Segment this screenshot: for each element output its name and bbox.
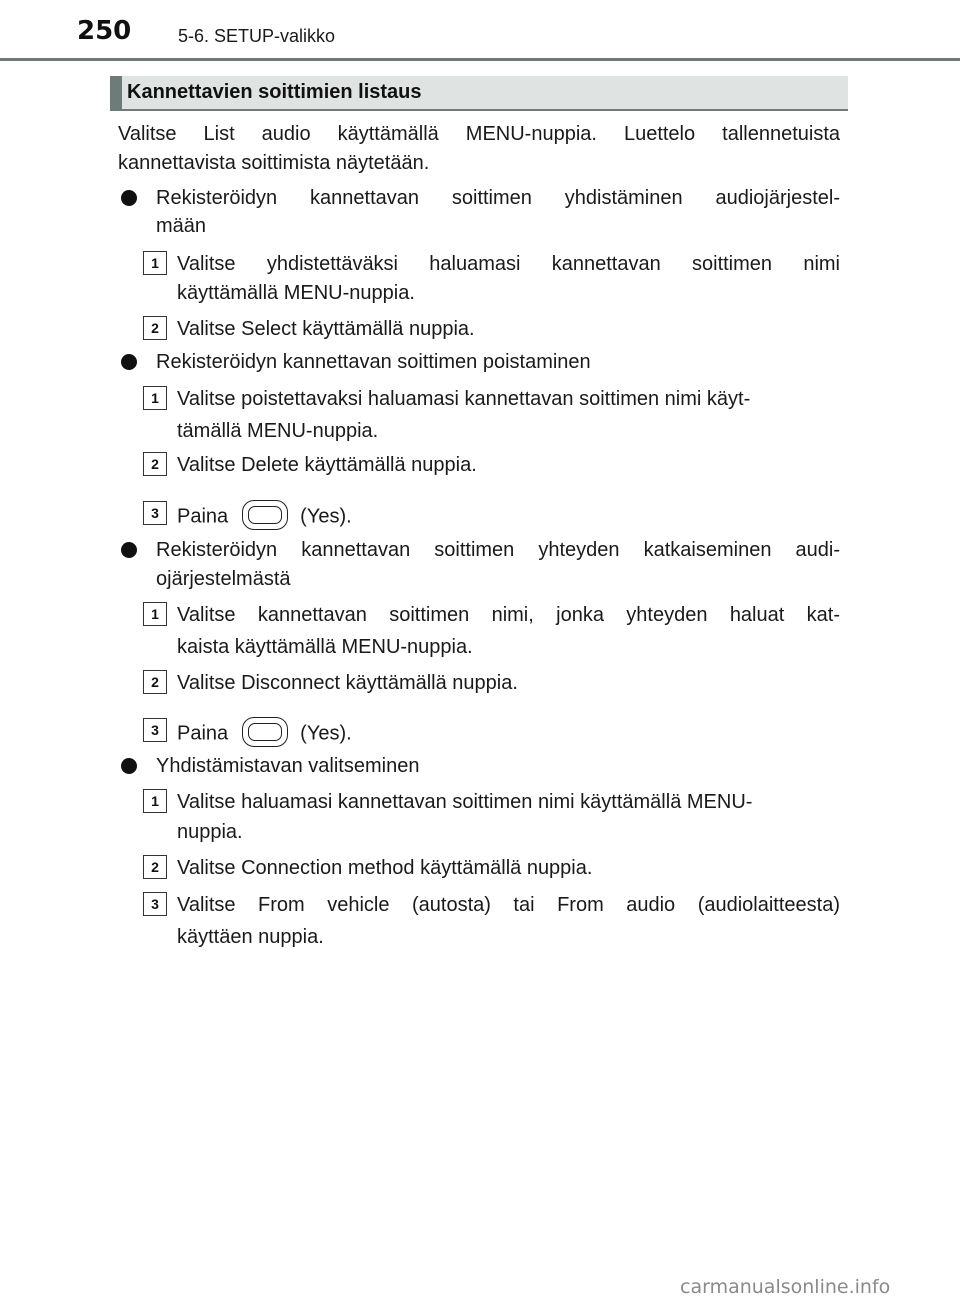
bullet-icon: [121, 354, 137, 370]
header-divider: [0, 58, 960, 61]
intro-line-1: Valitse List audio käyttämällä MENU-nuppia. Luettelo tallennetuista: [118, 123, 840, 145]
step-number-1: 1: [143, 386, 167, 410]
bullet-2-step-1-line-2: tämällä MENU-nuppia.: [177, 420, 379, 442]
bullet-4-step-3-line-2: käyttäen nuppia.: [177, 926, 324, 948]
bullet-1-title-line-1: Rekisteröidyn kannettavan soittimen yhdistäminen audiojärjestel-: [156, 187, 840, 209]
bullet-4-title-line-1: Yhdistämistavan valitseminen: [156, 755, 420, 777]
step-number-3: 3: [143, 892, 167, 916]
chapter-title: 5-6. SETUP-valikko: [178, 26, 336, 46]
bullet-4-step-1-line-1: Valitse haluamasi kannettavan soittimen nimi käyttämällä MENU-: [177, 791, 753, 813]
step-number-1: 1: [143, 602, 167, 626]
bullet-3-step-3-line: [177, 719, 352, 749]
bullet-4-step-2-line-1: Valitse Connection method käyttämällä nuppia.: [177, 857, 593, 879]
section-title: Kannettavien soittimien listaus: [127, 81, 422, 103]
step-number-2: 2: [143, 855, 167, 879]
bullet-2-step-2-line-1: Valitse Delete käyttämällä nuppia.: [177, 454, 477, 476]
section-heading: [110, 76, 848, 111]
step-suffix: (Yes).: [300, 505, 352, 528]
bullet-2-step-3-line: [177, 502, 352, 532]
step-number-2: 2: [143, 670, 167, 694]
bullet-1-title-line-2: mään: [156, 215, 207, 237]
bullet-2-title-line-1: Rekisteröidyn kannettavan soittimen poistaminen: [156, 351, 591, 373]
step-number-2: 2: [143, 316, 167, 340]
step-prefix: Paina: [177, 722, 229, 745]
bullet-1-step-2-line-1: Valitse Select käyttämällä nuppia.: [177, 318, 475, 340]
bullet-3-title-line-1: Rekisteröidyn kannettavan soittimen yhteyden katkaiseminen audi-: [156, 539, 840, 561]
bullet-3-step-1-line-1: Valitse kannettavan soittimen nimi, jonka yhteyden haluat kat-: [177, 604, 840, 626]
bullet-icon: [121, 542, 137, 558]
watermark: carmanualsonline.info: [680, 1276, 891, 1298]
bullet-4-step-3-line-1: Valitse From vehicle (autosta) tai From audio (audiolaitteesta): [177, 894, 840, 916]
bullet-3-step-2-line-1: Valitse Disconnect käyttämällä nuppia.: [177, 672, 518, 694]
bullet-1-step-1-line-1: Valitse yhdistettäväksi haluamasi kannettavan soittimen nimi: [177, 253, 840, 275]
bullet-2-step-1-line-1: Valitse poistettavaksi haluamasi kannettavan soittimen nimi käyt-: [177, 388, 751, 410]
step-number-2: 2: [143, 452, 167, 476]
intro-line-2: kannettavista soittimista näytetään.: [118, 152, 430, 174]
bullet-3-title-line-2: ojärjestelmästä: [156, 568, 291, 590]
step-number-3: 3: [143, 501, 167, 525]
yes-button-icon: [242, 500, 288, 530]
yes-button-icon: [242, 717, 288, 747]
bullet-icon: [121, 190, 137, 206]
step-number-1: 1: [143, 251, 167, 275]
step-suffix: (Yes).: [300, 722, 352, 745]
step-number-3: 3: [143, 718, 167, 742]
bullet-4-step-1-line-2: nuppia.: [177, 821, 243, 843]
bullet-icon: [121, 758, 137, 774]
bullet-3-step-1-line-2: kaista käyttämällä MENU-nuppia.: [177, 636, 473, 658]
section-heading-bar: [110, 76, 122, 109]
step-number-1: 1: [143, 789, 167, 813]
bullet-1-step-1-line-2: käyttämällä MENU-nuppia.: [177, 282, 415, 304]
page-number: 250: [77, 16, 132, 46]
step-prefix: Paina: [177, 505, 229, 528]
